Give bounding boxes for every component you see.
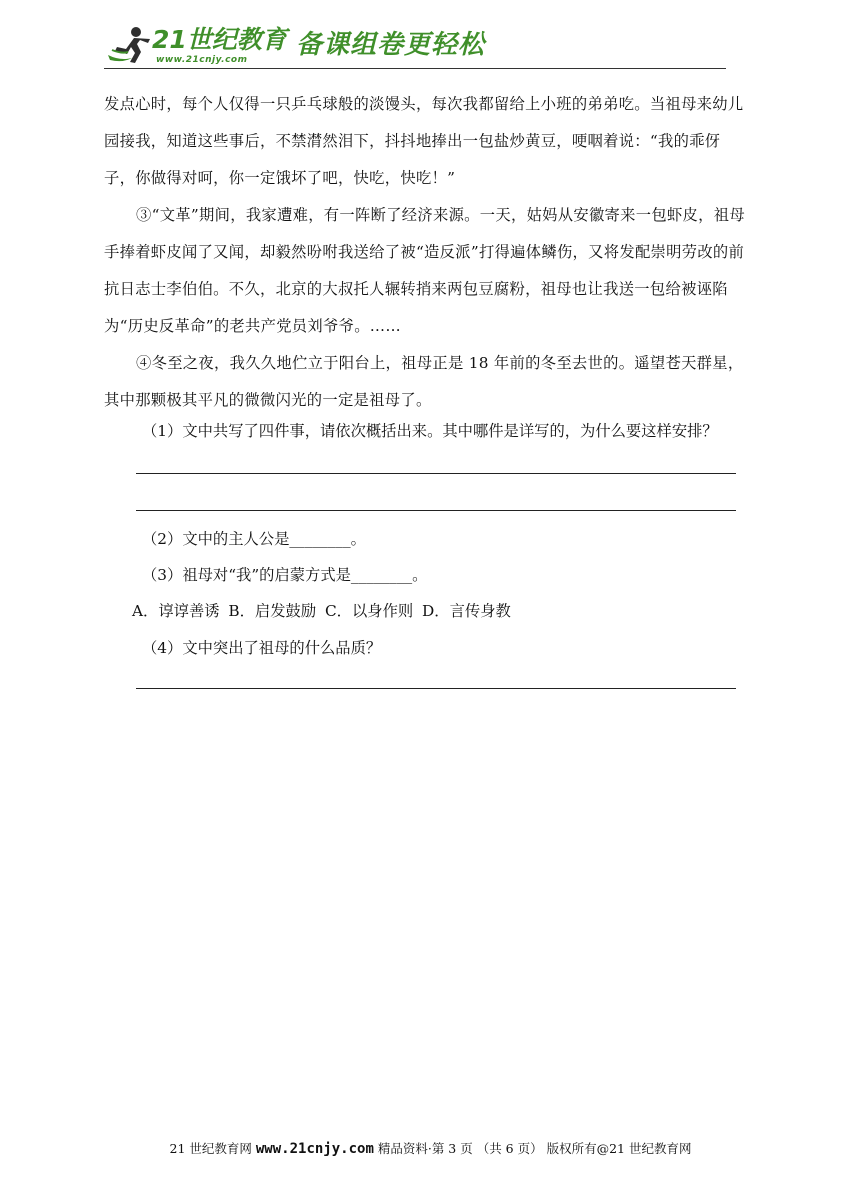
passage-paragraph-4: ④冬至之夜，我久久地伫立于阳台上，祖母正是 18 年前的冬至去世的。遥望苍天群星，其中那颗极其平凡的微微闪光的一定是祖母了。 [104, 354, 744, 409]
question-2: （2）文中的主人公是________。 [142, 530, 366, 548]
passage-paragraph-3: ③“文革”期间，我家遭难，有一阵断了经济来源。一天，姑妈从安徽寄来一包虾皮，祖母手捧着虾皮闻了又闻，却毅然吩咐我送给了被“造反派”打得遍体鳞伤，又将发配崇明劳改的前抗日志士李伯伯。不久，北京的大叔托人辗转捎来两包豆腐粉，祖母也让我送一包给被诬陷为“历史反革命”的老共产党员刘爷爷。…… [104, 206, 745, 335]
answer-line[interactable] [136, 510, 736, 511]
answer-line[interactable] [136, 688, 736, 689]
question-4: （4）文中突出了祖母的什么品质？ [142, 639, 382, 657]
brand-name: 21世纪教育 [152, 25, 287, 54]
brand-url: www.21cnjy.com [156, 55, 248, 65]
running-person-logo-icon [106, 25, 152, 65]
answer-line[interactable] [136, 473, 736, 474]
question-1: （1）文中共写了四件事，请依次概括出来。其中哪件是详写的，为什么要这样安排？ [142, 422, 718, 440]
header-slogan: 备课组卷更轻松 [296, 30, 486, 60]
page-header [104, 22, 726, 70]
passage-paragraph-1: 发点心时，每个人仅得一只乒乓球般的淡馒头，每次我都留给上小班的弟弟吃。当祖母来幼儿园接我，知道这些事后，不禁潸然泪下，抖抖地捧出一包盐炒黄豆，哽咽着说：“我的乖伢子，你做得对呵，你一定饿坏了吧，快吃，快吃！” [104, 95, 744, 187]
footer-right-text: 精品资料·第 3 页 （共 6 页） 版权所有@21 世纪教育网 [373, 1141, 692, 1156]
footer-left-text: 21 世纪教育网 [169, 1141, 256, 1156]
page-footer [0, 1140, 861, 1158]
footer-site-link[interactable]: www.21cnjy.com [255, 1141, 374, 1157]
question-3: （3）祖母对“我”的启蒙方式是________。 [142, 566, 428, 584]
header-divider [104, 68, 726, 69]
question-3-options: A．谆谆善诱 B．启发鼓励 C．以身作则 D．言传身教 [132, 602, 511, 620]
